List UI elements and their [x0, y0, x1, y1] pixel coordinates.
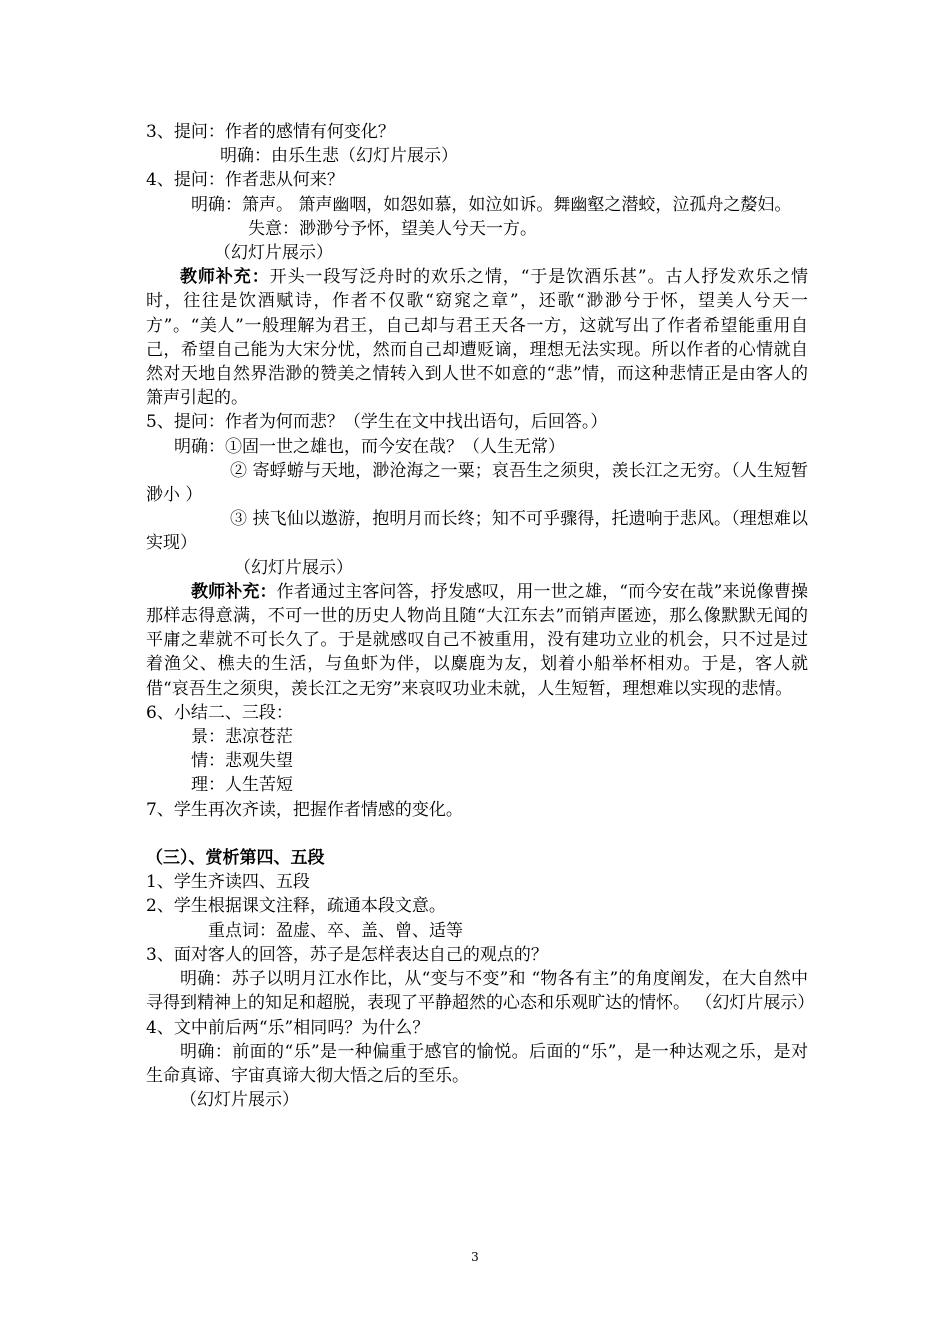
answer-3: 明确：由乐生悲（幻灯片展示） — [220, 146, 458, 167]
step-b4: 4、文中前后两“乐”相同吗？为什么？ — [146, 1017, 430, 1038]
key-words: 重点词：盈虚、卒、盖、曾、适等 — [208, 920, 463, 941]
teacher-note-label: 教师补充： — [180, 267, 270, 288]
summary-heading: 6、小结二、三段： — [146, 702, 293, 723]
document-body — [146, 120, 815, 1112]
step-7: 7、学生再次齐读，把握作者情感的变化。 — [146, 799, 463, 820]
answer-5-item-1: 明确：①固一世之雄也，而今安在哉？（人生无常） — [174, 436, 565, 457]
teacher-note-text: 开头一段写泛舟时的欢乐之情，“于是饮酒乐甚”。古人抒发欢乐之情时，往往是饮酒赋诗，作者不仅歌“窈窕之章”，还歌“渺渺兮于怀，望美人兮天一方”。“美人”一般理解为君王，自己却与君王天各一方，这就写出了作者希望能重用自己，希望自己能为大宋分忧，然而自己却遭贬谪，理想无法实现。所以作者的心情就自然对天地自然界浩渺的赞美之情转入到人世不如意的“悲”情，而这种悲情正是由客人的箫声引起的。 — [146, 267, 809, 409]
step-b1: 1、学生齐读四、五段 — [146, 872, 310, 893]
slide-note: （幻灯片展示） — [180, 1090, 299, 1111]
teacher-note-text: 作者通过主客问答，抒发感叹，用一世之雄，“而今安在哉”来说像曹操那样志得意满，不可一世的历史人物尚且随“大江东去”而销声匿迹，那么像默默无闻的平庸之辈就不可长久了。于是就感叹自己不被重用，没有建功立业的机会，只不过是过着渔父、樵夫的生活，与鱼虾为伴，以麋鹿为友，划着小船举杯相劝。于是，客人就借“哀吾生之须臾，羡长江之无穷”来哀叹功业未就，人生短暂，理想难以实现的悲情。 — [146, 581, 808, 699]
teacher-note-1 — [146, 265, 808, 410]
step-b2: 2、学生根据课文注释，疏通本段文意。 — [146, 896, 446, 917]
slide-note: （幻灯片展示） — [214, 243, 333, 264]
page-number: 3 — [471, 1250, 479, 1264]
summary-emotion: 情：悲观失望 — [191, 751, 293, 772]
answer-b3: 明确：苏子以明月江水作比，从“变与不变”和 “物各有主”的角度阐发，在大自然中寻得到精神上的知足和超脱，表现了平静超然的心态和乐观旷达的情怀。 （幻灯片展示） — [146, 969, 815, 1014]
teacher-note-label: 教师补充： — [191, 581, 277, 602]
teacher-note-2 — [146, 580, 808, 701]
answer-4-xiaosheng: 明确：箫声。 箫声幽咽，如怨如慕，如泣如诉。舞幽壑之潜蛟，泣孤舟之嫠妇。 — [191, 194, 792, 215]
blank-line — [146, 822, 808, 846]
answer-5-item-2: ② 寄蜉蝣与天地，渺沧海之一粟；哀吾生之须臾，羡长江之无穷。（人生短暂渺小 ） — [146, 460, 808, 506]
question-4: 4、提问：作者悲从何来？ — [146, 170, 344, 191]
summary-reason: 理：人生苦短 — [191, 775, 293, 796]
summary-scene: 景：悲凉苍茫 — [191, 727, 293, 748]
slide-note: （幻灯片展示） — [234, 557, 353, 578]
answer-4-shiyi: 失意：渺渺兮予怀，望美人兮天一方。 — [248, 218, 537, 239]
answer-5-item-3: ③ 挟飞仙以遨游，抱明月而长终；知不可乎骤得，托遗响于悲风。（理想难以实现） — [146, 509, 808, 554]
answer-b4: 明确：前面的“乐”是一种偏重于感官的愉悦。后面的“乐”，是一种达观之乐，是对生命真谛、宇宙真谛大彻大悟之后的至乐。 — [146, 1041, 808, 1086]
step-b3: 3、面对客人的回答，苏子是怎样表达自己的观点的？ — [146, 944, 548, 965]
question-3: 3、提问：作者的感情有何变化？ — [146, 122, 395, 142]
section-heading: （三）、赏析第四、五段 — [146, 848, 325, 869]
question-5: 5、提问：作者为何而悲？（学生在文中找出语句，后回答。） — [146, 412, 608, 433]
